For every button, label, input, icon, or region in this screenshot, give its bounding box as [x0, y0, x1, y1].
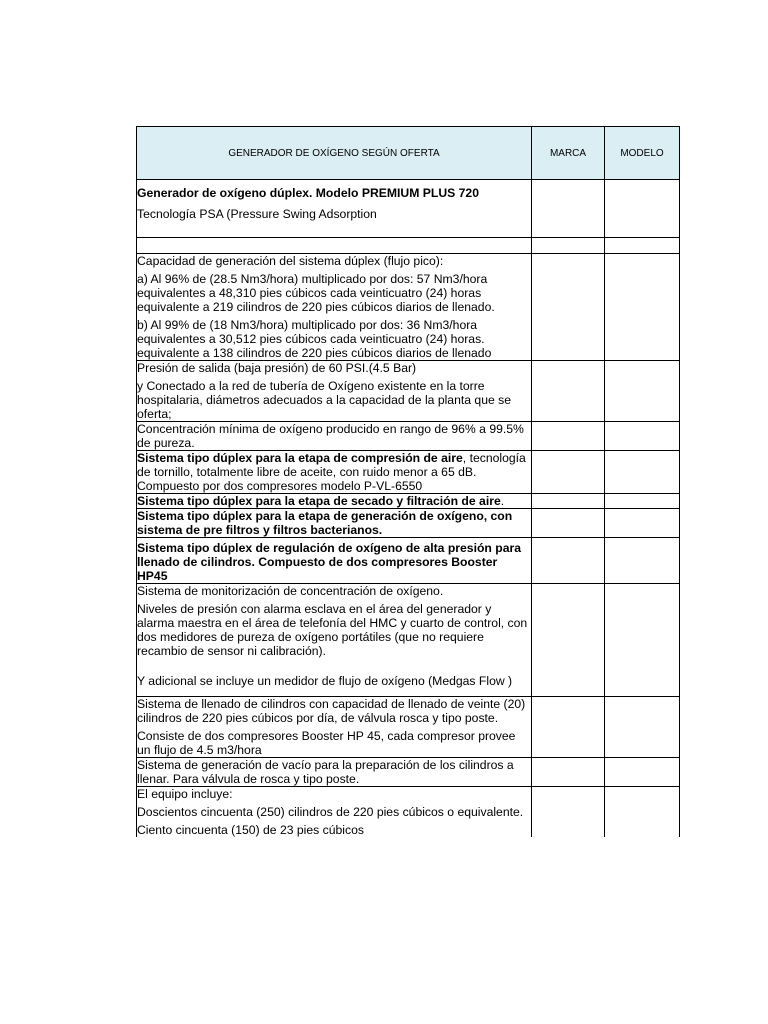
modelo-cell [605, 451, 680, 494]
header-description: GENERADOR DE OXÍGENO SEGÚN OFERTA [137, 127, 532, 180]
modelo-cell [605, 494, 680, 509]
table-row [137, 584, 680, 697]
table-row [137, 509, 680, 538]
row-text: Consiste de dos compresores Booster HP 45, cada compresor provee un flujo de 4.5 m3/hora [137, 729, 516, 757]
description-cell [137, 494, 532, 509]
row-text: Sistema de llenado de cilindros con capacidad de llenado de veinte (20) cilindros de 220 pies cúbicos por día, de válvula rosca y tipo poste. [137, 697, 526, 725]
modelo-cell [605, 538, 680, 584]
description-cell [137, 584, 532, 697]
row-text: El equipo incluye: [137, 787, 233, 801]
description-cell [137, 180, 532, 238]
marca-cell [532, 422, 605, 451]
marca-cell [532, 697, 605, 758]
modelo-cell [605, 422, 680, 451]
table-row [137, 180, 680, 238]
table-row [137, 758, 680, 787]
table-row [137, 422, 680, 451]
empty-row [137, 238, 680, 254]
marca-cell [532, 180, 605, 238]
table-row [137, 787, 680, 838]
table-row [137, 254, 680, 361]
row-text-rest: . [500, 494, 505, 508]
marca-cell [532, 509, 605, 538]
row-title: Sistema tipo dúplex para la etapa de compresión de aire [137, 451, 463, 465]
row-text: b) Al 99% de (18 Nm3/hora) multiplicado por dos: 36 Nm3/hora equivalentes a 30,512 pies cúbicos cada veinticuatro (24) horas. equivalente a 138 cilindros de 220 pies cúbicos diarios de llenado [137, 318, 492, 360]
table-row [137, 451, 680, 494]
row-text: Ciento cincuenta (150) de 23 pies cúbicos [137, 823, 364, 837]
row-text: Niveles de presión con alarma esclava en el área del generador y alarma maestra en el área de telefonía del HMC y cuarto de control, con dos medidores de pureza de oxígeno portátiles (que no requiere recambio de sensor ni calibración). [137, 602, 528, 658]
row-title: Sistema tipo dúplex para la etapa de generación de oxígeno, con sistema de pre filtros y filtros bacterianos. [137, 509, 513, 537]
row-title: Sistema tipo dúplex de regulación de oxígeno de alta presión para llenado de cilindros. Compuesto de dos compresores Booster HP45 [137, 541, 521, 583]
description-cell [137, 254, 532, 361]
modelo-cell [605, 238, 680, 254]
marca-cell [532, 238, 605, 254]
table-header-row [137, 127, 680, 180]
marca-cell [532, 538, 605, 584]
table-row [137, 538, 680, 584]
specification-table [136, 126, 680, 837]
marca-cell [532, 254, 605, 361]
row-text: Sistema de generación de vacío para la preparación de los cilindros a llenar. Para válvula de rosca y tipo poste. [137, 758, 514, 786]
modelo-cell [605, 254, 680, 361]
modelo-cell [605, 697, 680, 758]
description-cell [137, 238, 532, 254]
row-text: a) Al 96% de (28.5 Nm3/hora) multiplicado por dos: 57 Nm3/hora equivalentes a 48,310 pies cúbicos cada veinticuatro (24) horas equivalente a 219 cilindros de 220 pies cúbicos diarios de llenado. [137, 272, 495, 314]
header-modelo: MODELO [605, 127, 680, 180]
table-row [137, 494, 680, 509]
description-cell [137, 451, 532, 494]
table-row [137, 697, 680, 758]
row-text: y Conectado a la red de tubería de Oxígeno existente en la torre hospitalaria, diámetros adecuados a la capacidad de la planta que se oferta; [137, 379, 512, 421]
modelo-cell [605, 180, 680, 238]
row-text: Y adicional se incluye un medidor de flujo de oxígeno (Medgas Flow ) [137, 674, 513, 688]
table-row [137, 361, 680, 422]
marca-cell [532, 787, 605, 838]
modelo-cell [605, 509, 680, 538]
modelo-cell [605, 361, 680, 422]
modelo-cell [605, 787, 680, 838]
row-text: Capacidad de generación del sistema dúplex (flujo pico): [137, 254, 444, 268]
description-cell [137, 538, 532, 584]
row-text [137, 494, 531, 508]
description-cell [137, 509, 532, 538]
description-cell [137, 758, 532, 787]
marca-cell [532, 451, 605, 494]
row-text: Concentración mínima de oxígeno producido en rango de 96% a 99.5% de pureza. [137, 422, 524, 450]
row-text: Sistema de monitorización de concentración de oxígeno. [137, 584, 444, 598]
header-marca: MARCA [532, 127, 605, 180]
marca-cell [532, 361, 605, 422]
row-text: Presión de salida (baja presión) de 60 PSI.(4.5 Bar) [137, 361, 417, 375]
row-text-rest: , tecnología de tornillo, totalmente libre de aceite, con ruido menor a 65 dB. Compuesto por dos compresores modelo P-VL-6550 [137, 451, 526, 493]
marca-cell [532, 758, 605, 787]
description-cell [137, 787, 532, 838]
marca-cell [532, 494, 605, 509]
row-text: Tecnología PSA (Pressure Swing Adsorption [137, 207, 377, 221]
row-text [137, 451, 531, 493]
row-text: Doscientos cincuenta (250) cilindros de 220 pies cúbicos o equivalente. [137, 805, 524, 819]
modelo-cell [605, 584, 680, 697]
row-title: Generador de oxígeno dúplex. Modelo PREMIUM PLUS 720 [137, 186, 479, 200]
marca-cell [532, 584, 605, 697]
modelo-cell [605, 758, 680, 787]
description-cell [137, 697, 532, 758]
row-title: Sistema tipo dúplex para la etapa de secado y filtración de aire [137, 494, 501, 508]
description-cell [137, 422, 532, 451]
description-cell [137, 361, 532, 422]
